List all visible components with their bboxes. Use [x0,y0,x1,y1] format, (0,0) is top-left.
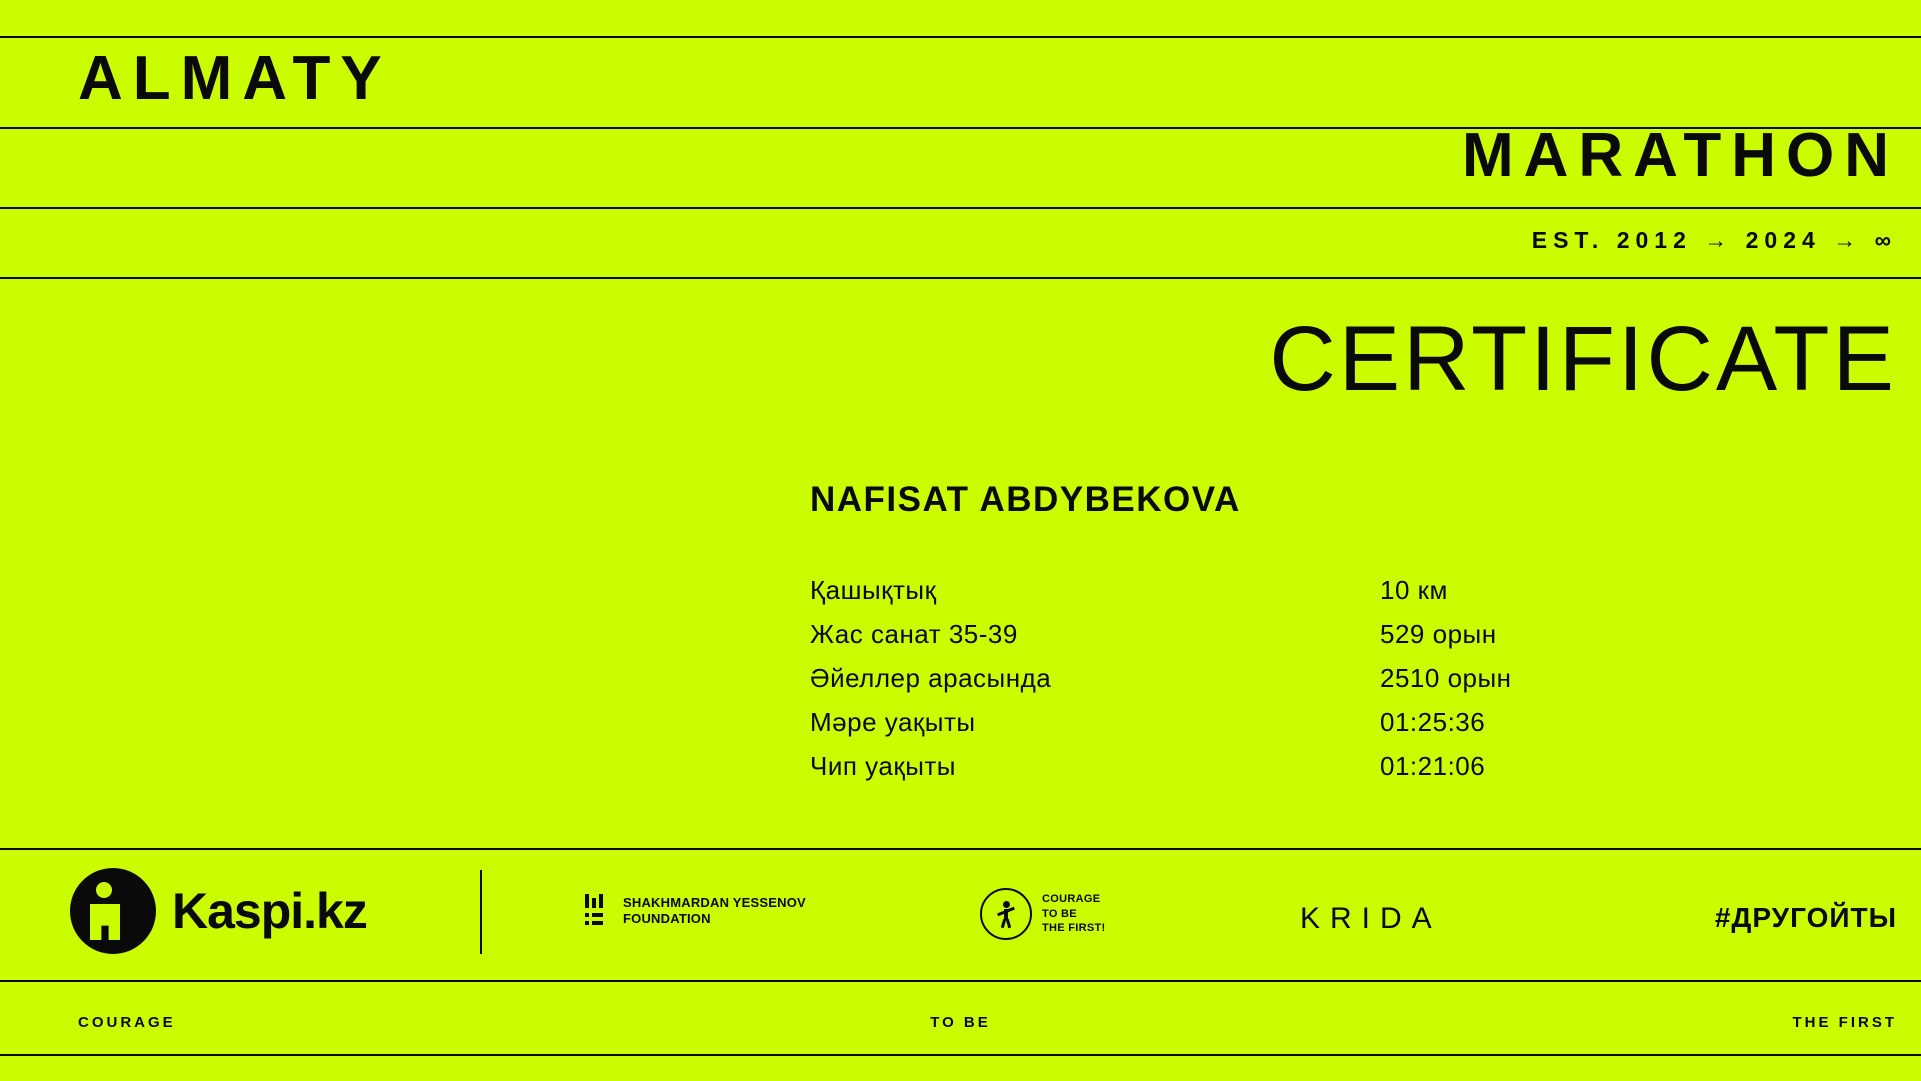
courage-label-3: THE FIRST! [1042,922,1106,935]
result-label: Чип уақыты [810,751,956,781]
result-value: 01:25:36 [1380,707,1486,737]
result-value: 10 км [1380,575,1448,605]
sponsor-strip [0,850,1921,980]
sponsor-kaspi-label: Kaspi.kz [172,883,367,939]
header-rule-1 [0,36,1921,38]
header-rule-3 [0,207,1921,209]
brand-wordmark-almaty: ALMATY [78,44,392,113]
footer-slogan [0,1014,1921,1038]
established-line: EST. 2012 → 2024 → ∞ [1531,227,1897,253]
sponsor-divider [480,870,482,954]
table-row [810,575,1810,606]
table-row [810,751,1810,782]
page-title: CERTIFICATE [1269,308,1897,410]
sponsor-yessenov-label-1: SHAKHMARDAN YESSENOV [623,894,806,910]
footer-slogan-left: COURAGE [78,1014,176,1031]
result-label: Қашықтық [810,575,937,605]
result-label: Мәре уақыты [810,707,976,737]
brand-wordmark-marathon: MARATHON [1461,121,1899,190]
result-value: 01:21:06 [1380,751,1486,781]
courage-label-1: COURAGE [1042,892,1101,905]
header-rule-4 [0,277,1921,279]
courage-label-2: TO BE [1042,907,1077,920]
footer-rule-bottom [0,1054,1921,1056]
footer-slogan-center: TO BE [930,1014,991,1031]
table-row [810,663,1810,694]
result-value: 2510 орын [1380,663,1512,693]
sponsor-krida-label: KRIDA [1300,902,1442,935]
result-value: 529 орын [1380,619,1497,649]
table-row [810,707,1810,738]
table-row [810,619,1810,650]
yessenov-bars-icon [585,894,611,928]
results-table [810,575,1810,795]
sponsor-kaspi [70,868,367,954]
sponsor-yessenov [585,894,806,928]
result-label: Әйеллер арасында [810,663,1052,693]
corporate-fund-badge-icon [980,888,1032,940]
footer-rule-top [0,980,1921,982]
sponsor-yessenov-label-2: FOUNDATION [623,911,711,926]
footer-slogan-right: THE FIRST [1792,1014,1897,1031]
result-label: Жас санат 35-39 [810,619,1018,649]
athlete-name: NAFISAT ABDYBEKOVA [810,480,1241,519]
sponsor-drugoity-label: #ДРУГОЙТЫ [1714,902,1897,933]
kaspi-logo-icon [70,868,156,954]
sponsor-corporate-fund [980,888,1106,940]
